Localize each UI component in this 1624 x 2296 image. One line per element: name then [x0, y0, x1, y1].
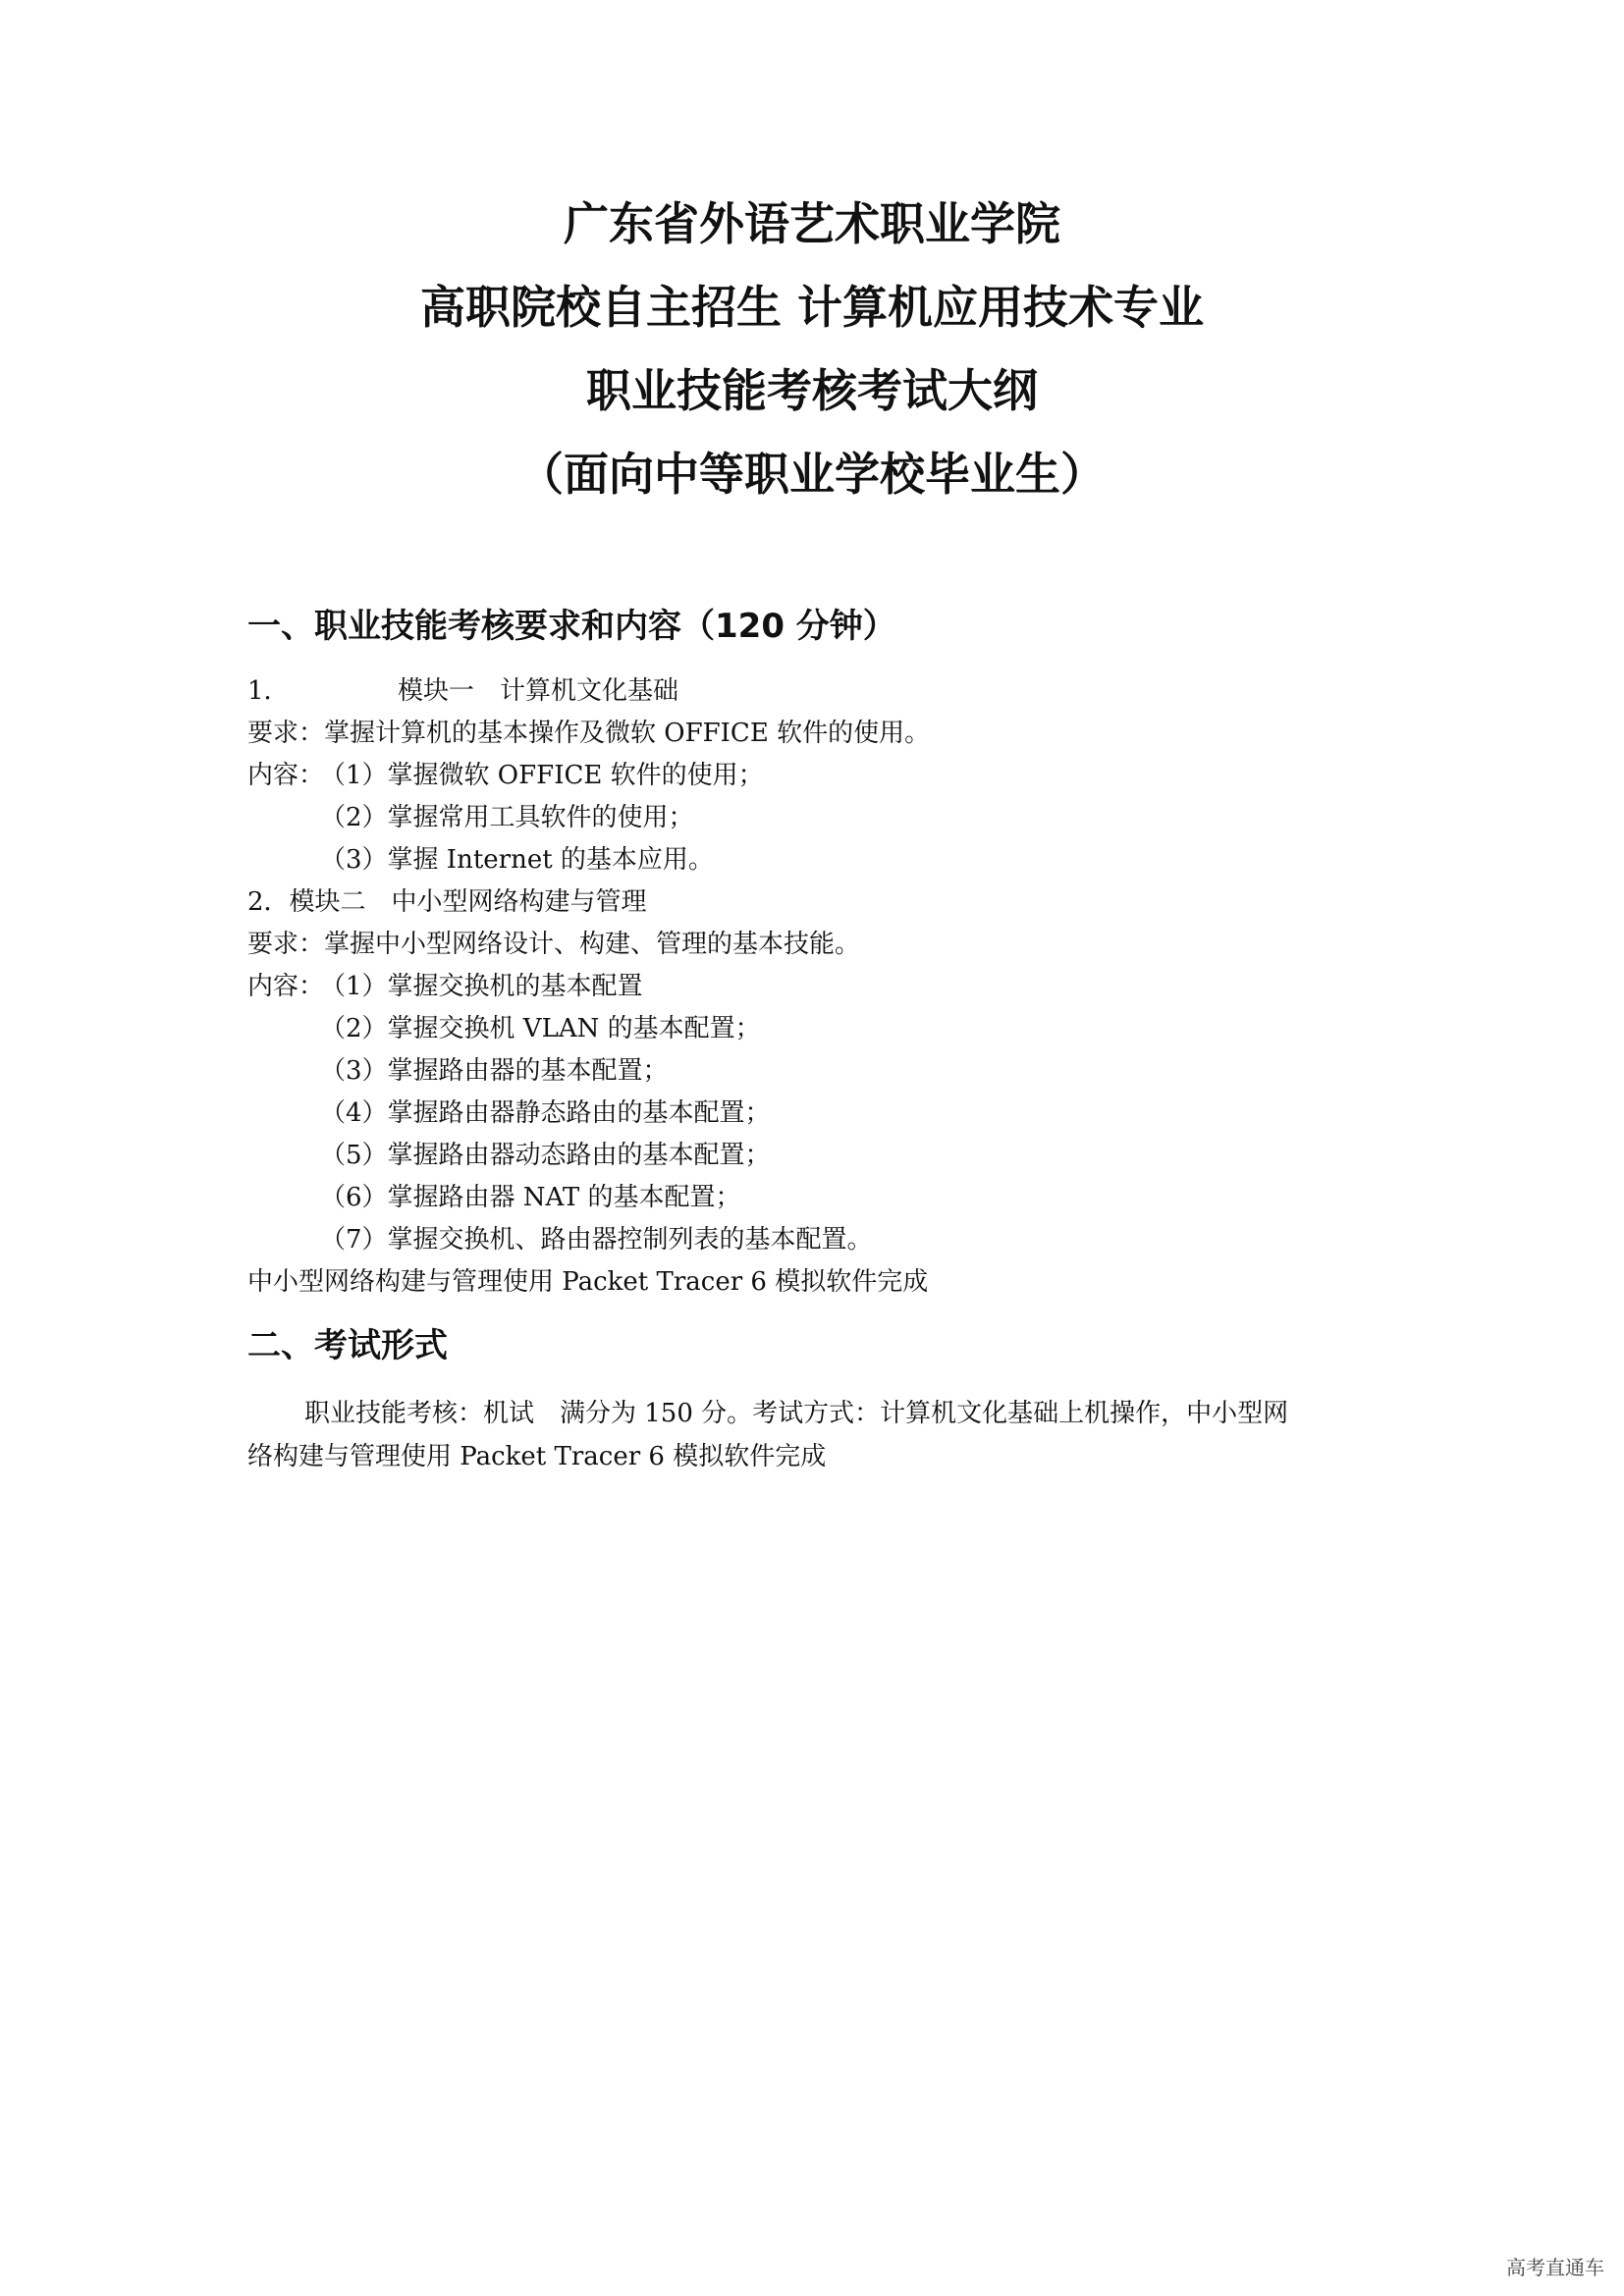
module2-content-item: （7）掌握交换机、路由器控制列表的基本配置。 [320, 1225, 873, 1255]
module2-content-item: （4）掌握路由器静态路由的基本配置； [320, 1098, 771, 1128]
module2-content-item: （5）掌握路由器动态路由的基本配置； [320, 1141, 771, 1170]
module2-content-item: （2）掌握交换机 VLAN 的基本配置； [320, 1014, 761, 1043]
module1-content-item: （1）掌握微软 OFFICE 软件的使用； [320, 761, 764, 790]
module2-content-label: 内容： [247, 972, 325, 1001]
module2-requirement: 要求：掌握中小型网络设计、构建、管理的基本技能。 [247, 930, 861, 959]
module2-content-item: （3）掌握路由器的基本配置； [320, 1056, 669, 1086]
title-audience: （面向中等职业学校毕业生） [518, 448, 1106, 501]
exam-format-paragraph-line: 职业技能考核：机试 满分为 150 分。考试方式：计算机文化基础上机操作，中小型网 [304, 1399, 1289, 1428]
module1-name: 模块一 计算机文化基础 [398, 676, 679, 706]
section1-heading: 一、职业技能考核要求和内容（120 分钟） [247, 607, 896, 646]
module1-content-label: 内容： [247, 761, 325, 790]
module2-content-item: （1）掌握交换机的基本配置 [320, 972, 643, 1001]
title-institution: 广东省外语艺术职业学院 [564, 197, 1060, 250]
module2-title: 2．模块二 中小型网络构建与管理 [247, 887, 647, 917]
module1-requirement: 要求：掌握计算机的基本操作及微软 OFFICE 软件的使用。 [247, 719, 931, 748]
exam-format-paragraph-line: 络构建与管理使用 Packet Tracer 6 模拟软件完成 [247, 1442, 827, 1471]
module1-content-item: （2）掌握常用工具软件的使用； [320, 803, 694, 832]
module2-content-item: （6）掌握路由器 NAT 的基本配置； [320, 1183, 741, 1212]
watermark-text: 高考直通车 [1506, 2256, 1604, 2279]
section2-heading: 二、考试形式 [247, 1326, 448, 1365]
module1-content-item: （3）掌握 Internet 的基本应用。 [320, 845, 714, 875]
document-title-block [0, 197, 1624, 501]
title-program: 高职院校自主招生 计算机应用技术专业 [419, 281, 1204, 334]
module1-number: 1． [247, 676, 290, 706]
title-syllabus: 职业技能考核考试大纲 [586, 364, 1038, 417]
module2-note: 中小型网络构建与管理使用 Packet Tracer 6 模拟软件完成 [247, 1267, 929, 1297]
